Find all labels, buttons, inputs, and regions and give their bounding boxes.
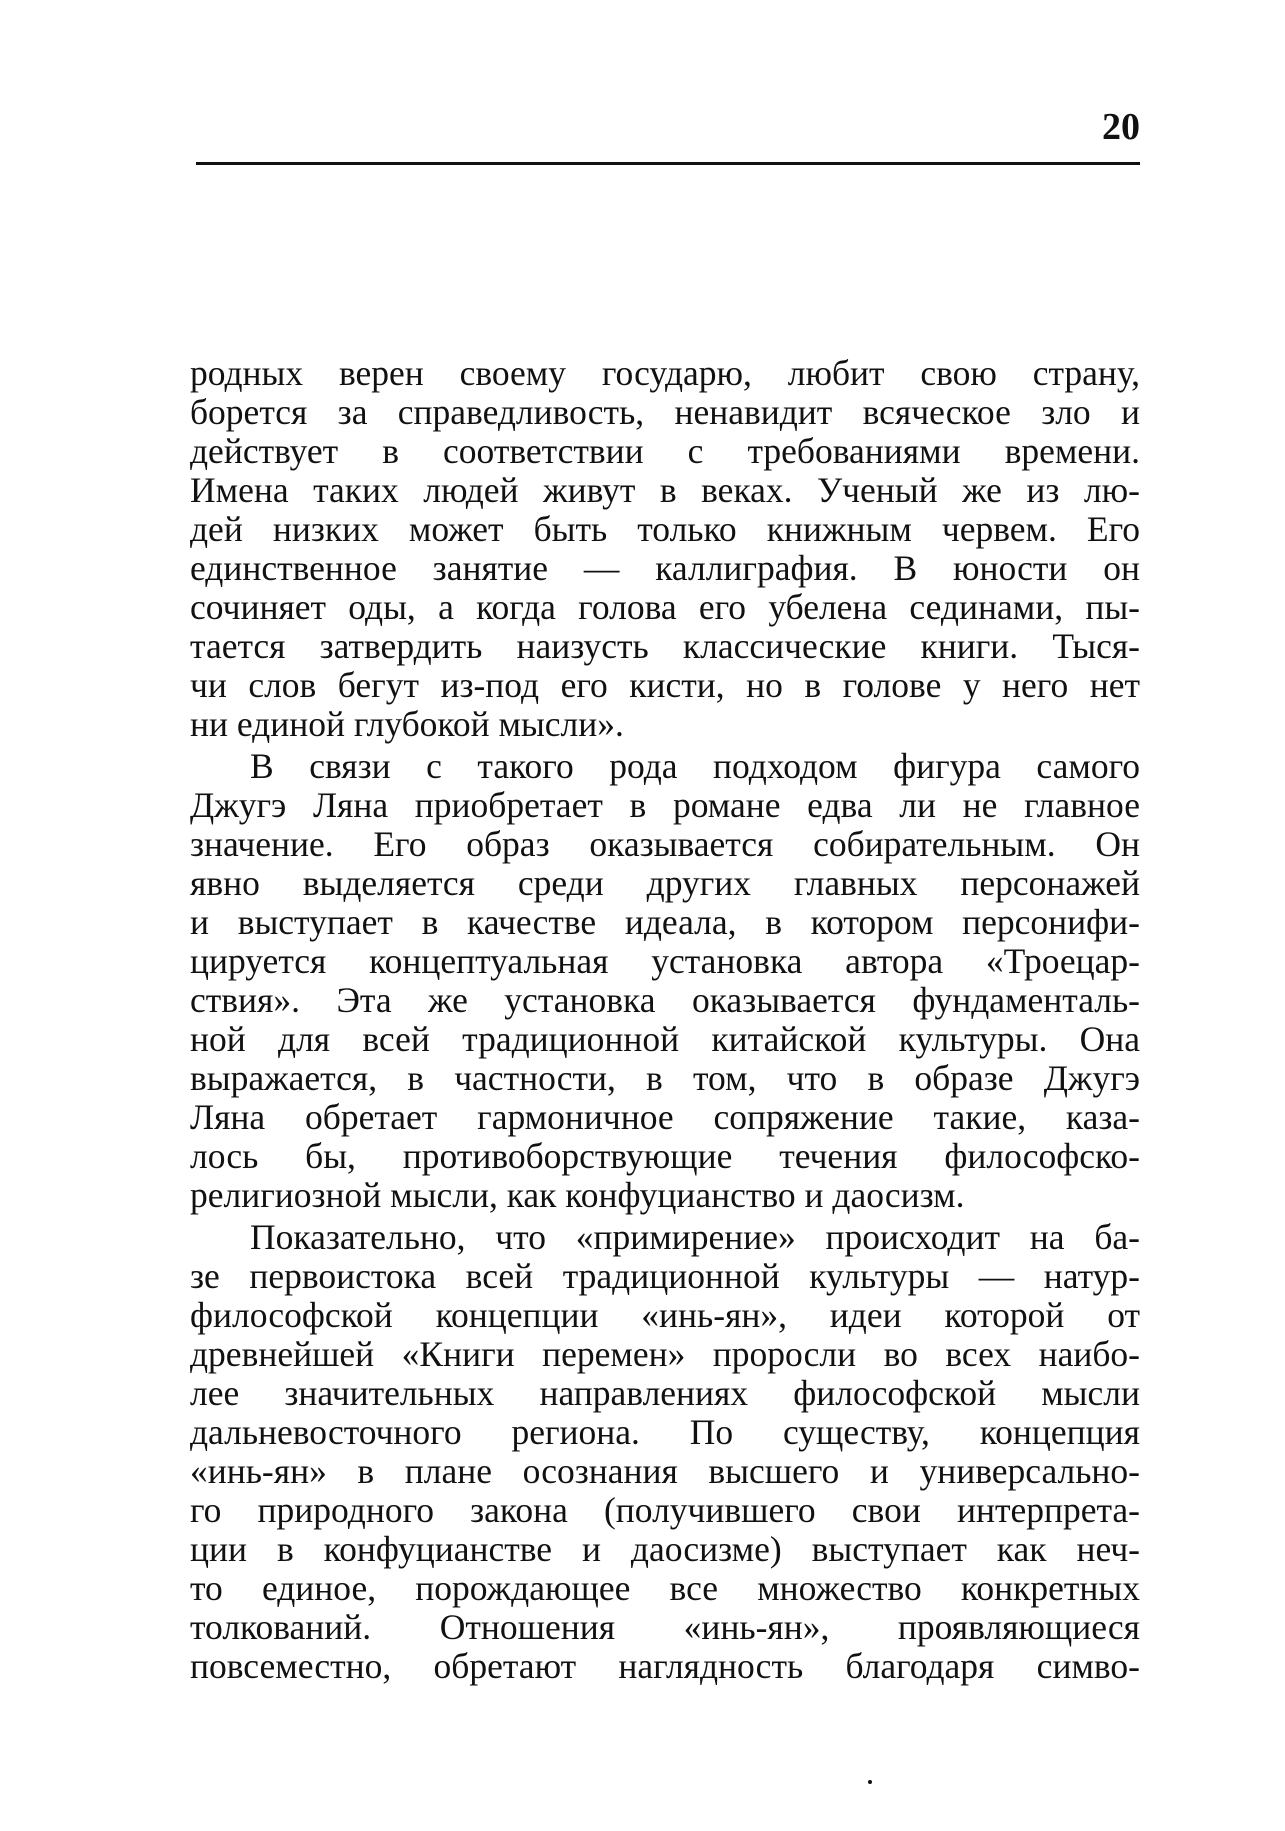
text-line: ствия». Эта же установка оказывается фундаменталь- <box>190 980 1140 1020</box>
header-rule <box>196 162 1140 165</box>
text-line: философской концепции «инь-ян», идеи которой от <box>190 1295 1140 1335</box>
text-line: Имена таких людей живут в веках. Ученый же из лю- <box>190 470 1140 510</box>
paragraph-2 <box>190 747 1140 1215</box>
text-line: дей низких может быть только книжным червем. Его <box>190 509 1140 549</box>
text-line: чи слов бегут из-под его кисти, но в голове у него нет <box>190 665 1140 705</box>
text-line: Джугэ Ляна приобретает в романе едва ли не главное <box>190 785 1140 825</box>
text-line: выражается, в частности, в том, что в образе Джугэ <box>190 1058 1140 1098</box>
text-line: религиозной мысли, как конфуцианство и даосизм. <box>190 1175 965 1215</box>
text-line: единственное занятие — каллиграфия. В юности он <box>190 548 1140 588</box>
text-line: родных верен своему государю, любит свою страну, <box>190 353 1140 393</box>
text-line: лее значительных направлениях философской мысли <box>190 1373 1140 1413</box>
text-line: ции в конфуцианстве и даосизме) выступает как неч- <box>190 1529 1140 1569</box>
body-text <box>190 354 1140 1686</box>
text-line: явно выделяется среди других главных персонажей <box>190 863 1140 903</box>
text-line: цируется концептуальная установка автора «Троецар- <box>190 941 1140 981</box>
text-line: Показательно, что «примирение» происходит на ба- <box>250 1217 1140 1257</box>
paragraph-3 <box>190 1218 1140 1686</box>
text-line: зе первоистока всей традиционной культуры — натур- <box>190 1256 1140 1296</box>
text-line: В связи с такого рода подходом фигура самого <box>250 746 1140 786</box>
text-line: сочиняет оды, а когда голова его убелена сединами, пы- <box>190 587 1140 627</box>
page-number: 20 <box>1102 106 1140 148</box>
text-line: лось бы, противоборствующие течения философско- <box>190 1136 1140 1176</box>
text-line: действует в соответствии с требованиями времени. <box>190 431 1140 471</box>
text-line: го природного закона (получившего свои интерпрета- <box>190 1490 1140 1530</box>
text-line: ной для всей традиционной китайской культуры. Она <box>190 1019 1140 1059</box>
paragraph-1 <box>190 354 1140 744</box>
text-line: то единое, порождающее все множество конкретных <box>190 1568 1140 1608</box>
text-line: повсеместно, обретают наглядность благодаря симво- <box>190 1646 1140 1686</box>
text-line: Ляна обретает гармоничное сопряжение такие, каза- <box>190 1097 1140 1137</box>
text-line: тается затвердить наизусть классические книги. Тыся- <box>190 626 1140 666</box>
text-line: ни единой глубокой мысли». <box>190 704 624 744</box>
text-line: значение. Его образ оказывается собирательным. Он <box>190 824 1140 864</box>
text-line: борется за справедливость, ненавидит всяческое зло и <box>190 392 1140 432</box>
text-line: «инь-ян» в плане осознания высшего и универсально- <box>190 1451 1140 1491</box>
text-line: древнейшей «Книги перемен» проросли во всех наибо- <box>190 1334 1140 1374</box>
print-speck <box>868 1780 872 1784</box>
text-line: дальневосточного региона. По существу, концепция <box>190 1412 1140 1452</box>
text-line: и выступает в качестве идеала, в котором персонифи- <box>190 902 1140 942</box>
text-line: толкований. Отношения «инь-ян», проявляющиеся <box>190 1607 1140 1647</box>
